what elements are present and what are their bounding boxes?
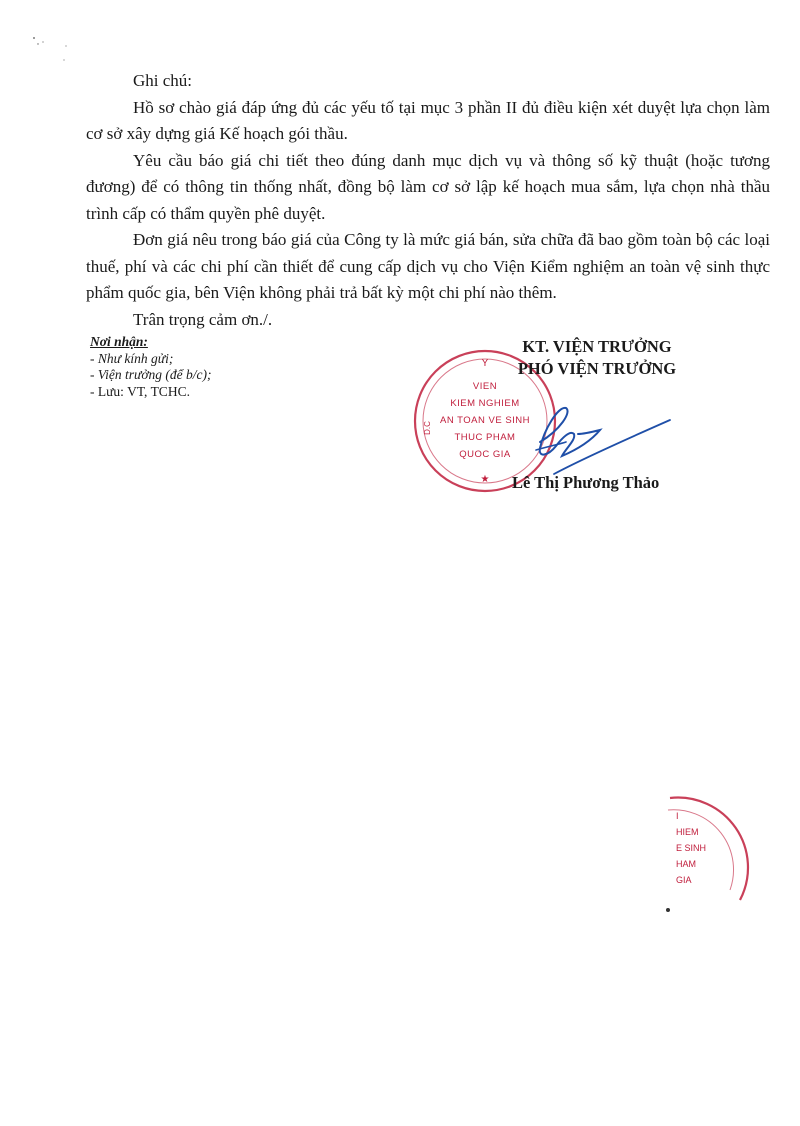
partial-seal-line: I [676,811,679,821]
seal-line: KIEM NGHIEM [450,398,520,409]
seal-line: VIEN [472,381,498,392]
recipient-item: - Như kính gửi; [90,350,174,366]
scan-specks [28,30,88,70]
partial-seal-line: E SINH [676,843,707,853]
seal-line: QUOC GIA [459,449,511,460]
recipient-item: - Viện trưởng (để b/c); [90,367,212,382]
partial-seal-text [676,808,736,888]
recipients-block [90,334,212,400]
note-paragraph-1: Hồ sơ chào giá đáp ứng đủ các yếu tố tại mục 3 phần II đủ điều kiện xét duyệt lựa chọn làm cơ sở xây dựng giá Kế hoạch gói thầu. [86,97,770,143]
note-paragraph-3: Đơn giá nêu trong báo giá của Công ty là mức giá bán, sửa chữa đã bao gồm toàn bộ các loại thuế, phí và các chi phí cần thiết để cung cấp dịch vụ cho Viện Kiểm nghiệm an toàn vệ sinh thực phẩm quốc gia, bên Viện không phải trả bất kỳ một chi phí nào thêm. [86,230,770,302]
seal-side-letters: D.C [423,421,432,435]
signature-line-1: KT. VIỆN TRƯỞNG [522,337,672,356]
svg-text:★: ★ [480,474,490,485]
closing-line: Trân trọng cảm ơn./. [133,309,273,329]
seal-line: AN TOAN VE SINH [439,415,531,426]
seal-line: THUC PHAM [454,432,516,443]
partial-seal-line: GIA [676,875,692,885]
recipients-heading: Nơi nhận: [90,334,148,349]
recipient-item: - Lưu: VT, TCHC. [90,383,190,399]
note-section [86,68,770,333]
signature-line-2: PHÓ VIỆN TRƯỞNG [517,359,677,378]
seal-top-letter: Y [481,358,489,369]
partial-seal-line: HAM [676,859,696,869]
signer-name: Lê Thị Phương Thảo [512,473,660,492]
note-heading: Ghi chú: [133,71,193,90]
partial-seal-line: HIEM [676,827,699,837]
signature-title [482,336,712,380]
note-paragraph-2: Yêu cầu báo giá chi tiết theo đúng danh mục dịch vụ và thông số kỹ thuật (hoặc tương đương) để có thông tin thống nhất, đồng bộ làm cơ sở lập kế hoạch mua sắm, lựa chọn nhà thầu trình cấp có thẩm quyền phê duyệt. [86,150,770,223]
